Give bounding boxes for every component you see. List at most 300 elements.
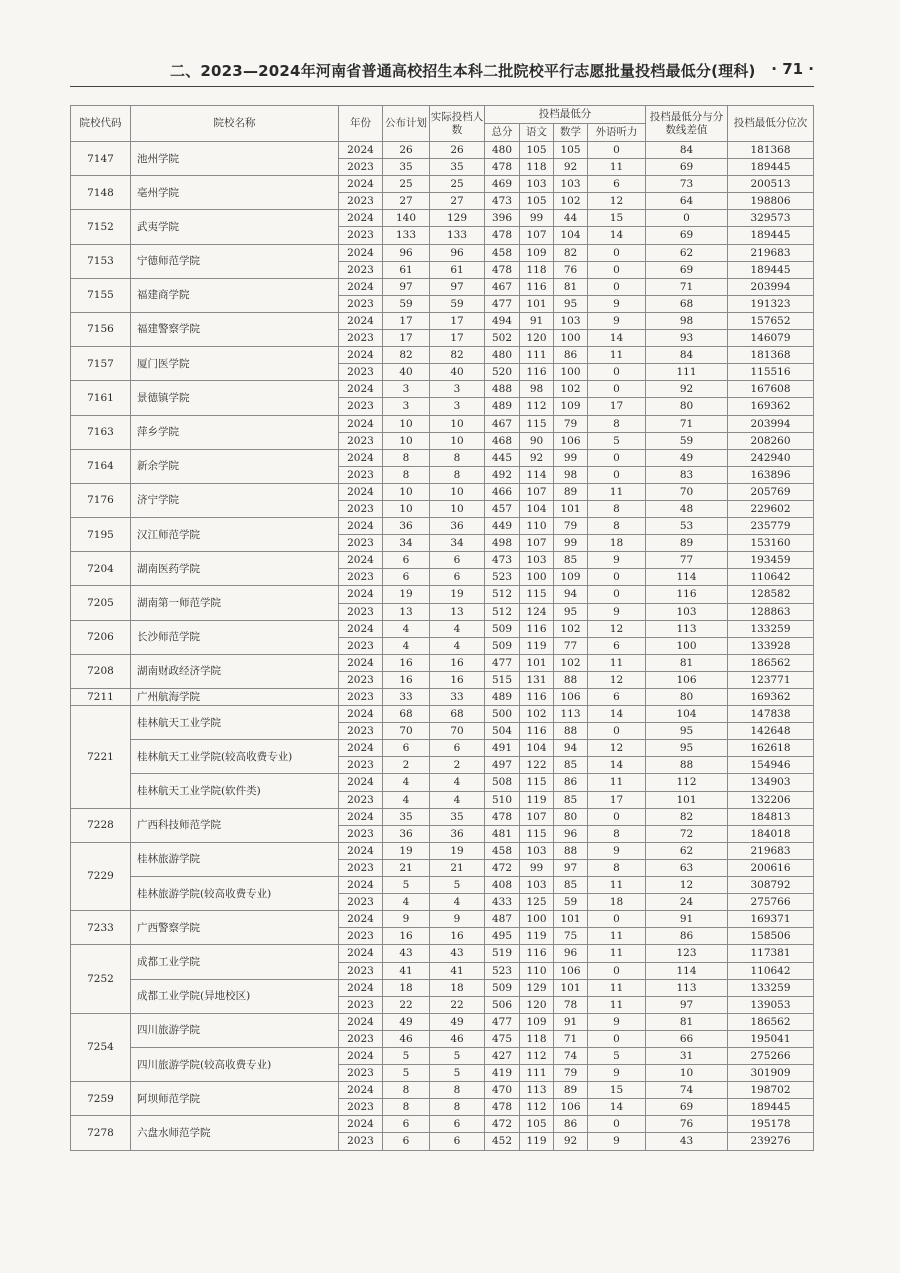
col-header-rank: 投档最低分位次	[728, 106, 814, 142]
actual-cell: 6	[430, 740, 485, 757]
year-cell: 2023	[339, 364, 383, 381]
actual-cell: 4	[430, 620, 485, 637]
listening-cell: 8	[588, 825, 646, 842]
total-cell: 481	[485, 825, 520, 842]
diff-cell: 114	[646, 962, 728, 979]
school-code-cell: 7152	[71, 210, 131, 244]
math-cell: 86	[554, 347, 588, 364]
chinese-cell: 131	[520, 671, 554, 688]
diff-cell: 95	[646, 723, 728, 740]
plan-cell: 4	[383, 894, 430, 911]
diff-cell: 77	[646, 552, 728, 569]
listening-cell: 6	[588, 637, 646, 654]
total-cell: 452	[485, 1133, 520, 1150]
chinese-cell: 111	[520, 1065, 554, 1082]
rank-cell: 208260	[728, 432, 814, 449]
math-cell: 92	[554, 1133, 588, 1150]
listening-cell: 11	[588, 979, 646, 996]
page-title: 二、2023—2024年河南省普通高校招生本科二批院校平行志愿批量投档最低分(理科)	[170, 62, 756, 80]
plan-cell: 133	[383, 227, 430, 244]
chinese-cell: 103	[520, 176, 554, 193]
plan-cell: 4	[383, 791, 430, 808]
math-cell: 100	[554, 364, 588, 381]
math-cell: 91	[554, 1013, 588, 1030]
diff-cell: 49	[646, 449, 728, 466]
diff-cell: 98	[646, 312, 728, 329]
col-header-min-group: 投档最低分	[485, 106, 646, 124]
table-row	[71, 689, 814, 706]
actual-cell: 9	[430, 911, 485, 928]
chinese-cell: 118	[520, 1030, 554, 1047]
table-row	[71, 347, 814, 364]
total-cell: 487	[485, 911, 520, 928]
math-cell: 88	[554, 842, 588, 859]
plan-cell: 59	[383, 295, 430, 312]
diff-cell: 83	[646, 466, 728, 483]
rank-cell: 117381	[728, 945, 814, 962]
table-row	[71, 1116, 814, 1133]
chinese-cell: 116	[520, 689, 554, 706]
total-cell: 468	[485, 432, 520, 449]
page-header	[70, 56, 814, 86]
table-row	[71, 877, 814, 894]
plan-cell: 27	[383, 193, 430, 210]
plan-cell: 10	[383, 500, 430, 517]
chinese-cell: 99	[520, 210, 554, 227]
chinese-cell: 99	[520, 859, 554, 876]
rank-cell: 132206	[728, 791, 814, 808]
year-cell: 2024	[339, 706, 383, 723]
actual-cell: 5	[430, 877, 485, 894]
rank-cell: 219683	[728, 842, 814, 859]
actual-cell: 36	[430, 518, 485, 535]
listening-cell: 0	[588, 911, 646, 928]
rank-cell: 134903	[728, 774, 814, 791]
total-cell: 458	[485, 842, 520, 859]
rank-cell: 189445	[728, 261, 814, 278]
listening-cell: 9	[588, 295, 646, 312]
year-cell: 2023	[339, 791, 383, 808]
total-cell: 445	[485, 449, 520, 466]
rank-cell: 142648	[728, 723, 814, 740]
plan-cell: 8	[383, 449, 430, 466]
actual-cell: 5	[430, 1047, 485, 1064]
total-cell: 497	[485, 757, 520, 774]
plan-cell: 43	[383, 945, 430, 962]
year-cell: 2024	[339, 586, 383, 603]
rank-cell: 181368	[728, 347, 814, 364]
rank-cell: 203994	[728, 415, 814, 432]
school-code-cell: 7195	[71, 518, 131, 552]
rank-cell: 123771	[728, 671, 814, 688]
rank-cell: 195041	[728, 1030, 814, 1047]
diff-cell: 69	[646, 261, 728, 278]
chinese-cell: 92	[520, 449, 554, 466]
total-cell: 472	[485, 1116, 520, 1133]
chinese-cell: 101	[520, 295, 554, 312]
rank-cell: 115516	[728, 364, 814, 381]
math-cell: 106	[554, 689, 588, 706]
actual-cell: 6	[430, 552, 485, 569]
rank-cell: 153160	[728, 535, 814, 552]
listening-cell: 8	[588, 415, 646, 432]
plan-cell: 13	[383, 603, 430, 620]
school-code-cell: 7208	[71, 654, 131, 688]
total-cell: 457	[485, 500, 520, 517]
plan-cell: 6	[383, 740, 430, 757]
year-cell: 2024	[339, 244, 383, 261]
chinese-cell: 110	[520, 962, 554, 979]
year-cell: 2024	[339, 142, 383, 159]
year-cell: 2023	[339, 466, 383, 483]
total-cell: 472	[485, 859, 520, 876]
table-row	[71, 911, 814, 928]
total-cell: 473	[485, 193, 520, 210]
rank-cell: 189445	[728, 159, 814, 176]
actual-cell: 129	[430, 210, 485, 227]
diff-cell: 80	[646, 398, 728, 415]
school-code-cell: 7148	[71, 176, 131, 210]
table-row	[71, 620, 814, 637]
total-cell: 519	[485, 945, 520, 962]
rank-cell: 133259	[728, 979, 814, 996]
chinese-cell: 119	[520, 928, 554, 945]
table-row	[71, 210, 814, 227]
table-row	[71, 142, 814, 159]
chinese-cell: 102	[520, 706, 554, 723]
rank-cell: 128582	[728, 586, 814, 603]
diff-cell: 69	[646, 227, 728, 244]
math-cell: 99	[554, 449, 588, 466]
math-cell: 103	[554, 312, 588, 329]
plan-cell: 35	[383, 159, 430, 176]
math-cell: 101	[554, 911, 588, 928]
plan-cell: 9	[383, 911, 430, 928]
plan-cell: 17	[383, 312, 430, 329]
diff-cell: 113	[646, 620, 728, 637]
year-cell: 2023	[339, 330, 383, 347]
plan-cell: 26	[383, 142, 430, 159]
table-row	[71, 381, 814, 398]
year-cell: 2024	[339, 483, 383, 500]
listening-cell: 9	[588, 1013, 646, 1030]
year-cell: 2024	[339, 654, 383, 671]
plan-cell: 19	[383, 842, 430, 859]
diff-cell: 73	[646, 176, 728, 193]
school-name-cell: 福建商学院	[131, 278, 339, 312]
rank-cell: 133259	[728, 620, 814, 637]
total-cell: 473	[485, 552, 520, 569]
actual-cell: 4	[430, 774, 485, 791]
listening-cell: 6	[588, 689, 646, 706]
year-cell: 2023	[339, 1099, 383, 1116]
listening-cell: 11	[588, 877, 646, 894]
actual-cell: 19	[430, 842, 485, 859]
listening-cell: 0	[588, 466, 646, 483]
rank-cell: 275266	[728, 1047, 814, 1064]
rank-cell: 198702	[728, 1082, 814, 1099]
chinese-cell: 109	[520, 1013, 554, 1030]
total-cell: 504	[485, 723, 520, 740]
math-cell: 85	[554, 877, 588, 894]
actual-cell: 35	[430, 159, 485, 176]
total-cell: 449	[485, 518, 520, 535]
math-cell: 75	[554, 928, 588, 945]
year-cell: 2023	[339, 1065, 383, 1082]
math-cell: 86	[554, 1116, 588, 1133]
score-table-container	[70, 105, 813, 1151]
school-code-cell: 7204	[71, 552, 131, 586]
math-cell: 80	[554, 808, 588, 825]
school-name-cell: 厦门医学院	[131, 347, 339, 381]
total-cell: 478	[485, 808, 520, 825]
diff-cell: 89	[646, 535, 728, 552]
math-cell: 106	[554, 962, 588, 979]
actual-cell: 35	[430, 808, 485, 825]
year-cell: 2024	[339, 1082, 383, 1099]
school-code-cell: 7161	[71, 381, 131, 415]
table-row	[71, 1082, 814, 1099]
math-cell: 76	[554, 261, 588, 278]
diff-cell: 12	[646, 877, 728, 894]
col-header-listening: 外语听力	[588, 124, 646, 142]
rank-cell: 195178	[728, 1116, 814, 1133]
rank-cell: 147838	[728, 706, 814, 723]
diff-cell: 91	[646, 911, 728, 928]
chinese-cell: 120	[520, 996, 554, 1013]
actual-cell: 16	[430, 928, 485, 945]
listening-cell: 0	[588, 261, 646, 278]
school-code-cell: 7176	[71, 483, 131, 517]
total-cell: 502	[485, 330, 520, 347]
year-cell: 2024	[339, 1013, 383, 1030]
math-cell: 85	[554, 552, 588, 569]
rank-cell: 200513	[728, 176, 814, 193]
rank-cell: 186562	[728, 654, 814, 671]
total-cell: 477	[485, 654, 520, 671]
rank-cell: 275766	[728, 894, 814, 911]
chinese-cell: 105	[520, 1116, 554, 1133]
school-name-cell: 武夷学院	[131, 210, 339, 244]
chinese-cell: 112	[520, 398, 554, 415]
actual-cell: 70	[430, 723, 485, 740]
school-name-cell: 广西警察学院	[131, 911, 339, 945]
total-cell: 396	[485, 210, 520, 227]
diff-cell: 106	[646, 671, 728, 688]
listening-cell: 18	[588, 535, 646, 552]
diff-cell: 97	[646, 996, 728, 1013]
listening-cell: 9	[588, 1065, 646, 1082]
math-cell: 101	[554, 979, 588, 996]
rank-cell: 329573	[728, 210, 814, 227]
table-row	[71, 1013, 814, 1030]
total-cell: 498	[485, 535, 520, 552]
actual-cell: 8	[430, 1099, 485, 1116]
listening-cell: 14	[588, 227, 646, 244]
actual-cell: 6	[430, 1116, 485, 1133]
total-cell: 478	[485, 1099, 520, 1116]
diff-cell: 69	[646, 159, 728, 176]
diff-cell: 84	[646, 347, 728, 364]
diff-cell: 0	[646, 210, 728, 227]
diff-cell: 68	[646, 295, 728, 312]
col-header-code: 院校代码	[71, 106, 131, 142]
listening-cell: 11	[588, 347, 646, 364]
plan-cell: 10	[383, 432, 430, 449]
year-cell: 2024	[339, 278, 383, 295]
total-cell: 512	[485, 586, 520, 603]
plan-cell: 17	[383, 330, 430, 347]
year-cell: 2023	[339, 689, 383, 706]
actual-cell: 36	[430, 825, 485, 842]
listening-cell: 12	[588, 740, 646, 757]
listening-cell: 9	[588, 312, 646, 329]
listening-cell: 5	[588, 1047, 646, 1064]
year-cell: 2024	[339, 1116, 383, 1133]
school-code-cell: 7211	[71, 689, 131, 706]
math-cell: 95	[554, 295, 588, 312]
total-cell: 489	[485, 398, 520, 415]
rank-cell: 189445	[728, 1099, 814, 1116]
plan-cell: 18	[383, 979, 430, 996]
listening-cell: 18	[588, 894, 646, 911]
rank-cell: 198806	[728, 193, 814, 210]
total-cell: 458	[485, 244, 520, 261]
listening-cell: 6	[588, 176, 646, 193]
col-header-actual: 实际投档人数	[430, 106, 485, 142]
rank-cell: 184813	[728, 808, 814, 825]
math-cell: 102	[554, 620, 588, 637]
plan-cell: 19	[383, 586, 430, 603]
plan-cell: 6	[383, 1133, 430, 1150]
plan-cell: 96	[383, 244, 430, 261]
table-row	[71, 706, 814, 723]
total-cell: 488	[485, 381, 520, 398]
diff-cell: 113	[646, 979, 728, 996]
actual-cell: 59	[430, 295, 485, 312]
diff-cell: 103	[646, 603, 728, 620]
diff-cell: 111	[646, 364, 728, 381]
plan-cell: 36	[383, 518, 430, 535]
actual-cell: 133	[430, 227, 485, 244]
year-cell: 2024	[339, 945, 383, 962]
plan-cell: 16	[383, 654, 430, 671]
chinese-cell: 115	[520, 825, 554, 842]
table-row	[71, 244, 814, 261]
math-cell: 44	[554, 210, 588, 227]
plan-cell: 6	[383, 552, 430, 569]
total-cell: 480	[485, 347, 520, 364]
rank-cell: 133928	[728, 637, 814, 654]
total-cell: 466	[485, 483, 520, 500]
actual-cell: 17	[430, 330, 485, 347]
rank-cell: 146079	[728, 330, 814, 347]
rank-cell: 181368	[728, 142, 814, 159]
table-row	[71, 979, 814, 996]
plan-cell: 6	[383, 1116, 430, 1133]
listening-cell: 9	[588, 1133, 646, 1150]
school-name-cell: 池州学院	[131, 142, 339, 176]
plan-cell: 68	[383, 706, 430, 723]
school-code-cell: 7229	[71, 842, 131, 910]
school-name-cell: 景德镇学院	[131, 381, 339, 415]
listening-cell: 8	[588, 500, 646, 517]
chinese-cell: 104	[520, 500, 554, 517]
year-cell: 2024	[339, 552, 383, 569]
year-cell: 2023	[339, 227, 383, 244]
total-cell: 520	[485, 364, 520, 381]
year-cell: 2023	[339, 295, 383, 312]
chinese-cell: 90	[520, 432, 554, 449]
year-cell: 2023	[339, 1133, 383, 1150]
actual-cell: 18	[430, 979, 485, 996]
total-cell: 489	[485, 689, 520, 706]
plan-cell: 46	[383, 1030, 430, 1047]
chinese-cell: 119	[520, 791, 554, 808]
listening-cell: 15	[588, 1082, 646, 1099]
year-cell: 2023	[339, 432, 383, 449]
math-cell: 95	[554, 603, 588, 620]
plan-cell: 5	[383, 1065, 430, 1082]
math-cell: 79	[554, 415, 588, 432]
listening-cell: 11	[588, 159, 646, 176]
rank-cell: 242940	[728, 449, 814, 466]
plan-cell: 36	[383, 825, 430, 842]
actual-cell: 10	[430, 483, 485, 500]
diff-cell: 88	[646, 757, 728, 774]
listening-cell: 9	[588, 552, 646, 569]
chinese-cell: 113	[520, 1082, 554, 1099]
listening-cell: 15	[588, 210, 646, 227]
actual-cell: 19	[430, 586, 485, 603]
listening-cell: 11	[588, 483, 646, 500]
math-cell: 106	[554, 432, 588, 449]
diff-cell: 86	[646, 928, 728, 945]
diff-cell: 62	[646, 842, 728, 859]
chinese-cell: 124	[520, 603, 554, 620]
actual-cell: 41	[430, 962, 485, 979]
table-header	[71, 106, 814, 142]
school-name-cell: 湖南财政经济学院	[131, 654, 339, 688]
year-cell: 2024	[339, 740, 383, 757]
year-cell: 2023	[339, 603, 383, 620]
listening-cell: 0	[588, 723, 646, 740]
diff-cell: 62	[646, 244, 728, 261]
year-cell: 2024	[339, 842, 383, 859]
diff-cell: 48	[646, 500, 728, 517]
diff-cell: 93	[646, 330, 728, 347]
math-cell: 79	[554, 1065, 588, 1082]
total-cell: 508	[485, 774, 520, 791]
school-name-cell: 济宁学院	[131, 483, 339, 517]
year-cell: 2024	[339, 381, 383, 398]
rank-cell: 169362	[728, 398, 814, 415]
total-cell: 500	[485, 706, 520, 723]
chinese-cell: 115	[520, 774, 554, 791]
math-cell: 103	[554, 176, 588, 193]
plan-cell: 16	[383, 671, 430, 688]
total-cell: 478	[485, 227, 520, 244]
plan-cell: 4	[383, 637, 430, 654]
actual-cell: 40	[430, 364, 485, 381]
plan-cell: 4	[383, 620, 430, 637]
chinese-cell: 98	[520, 381, 554, 398]
diff-cell: 71	[646, 278, 728, 295]
rank-cell: 184018	[728, 825, 814, 842]
rank-cell: 167608	[728, 381, 814, 398]
math-cell: 81	[554, 278, 588, 295]
diff-cell: 43	[646, 1133, 728, 1150]
